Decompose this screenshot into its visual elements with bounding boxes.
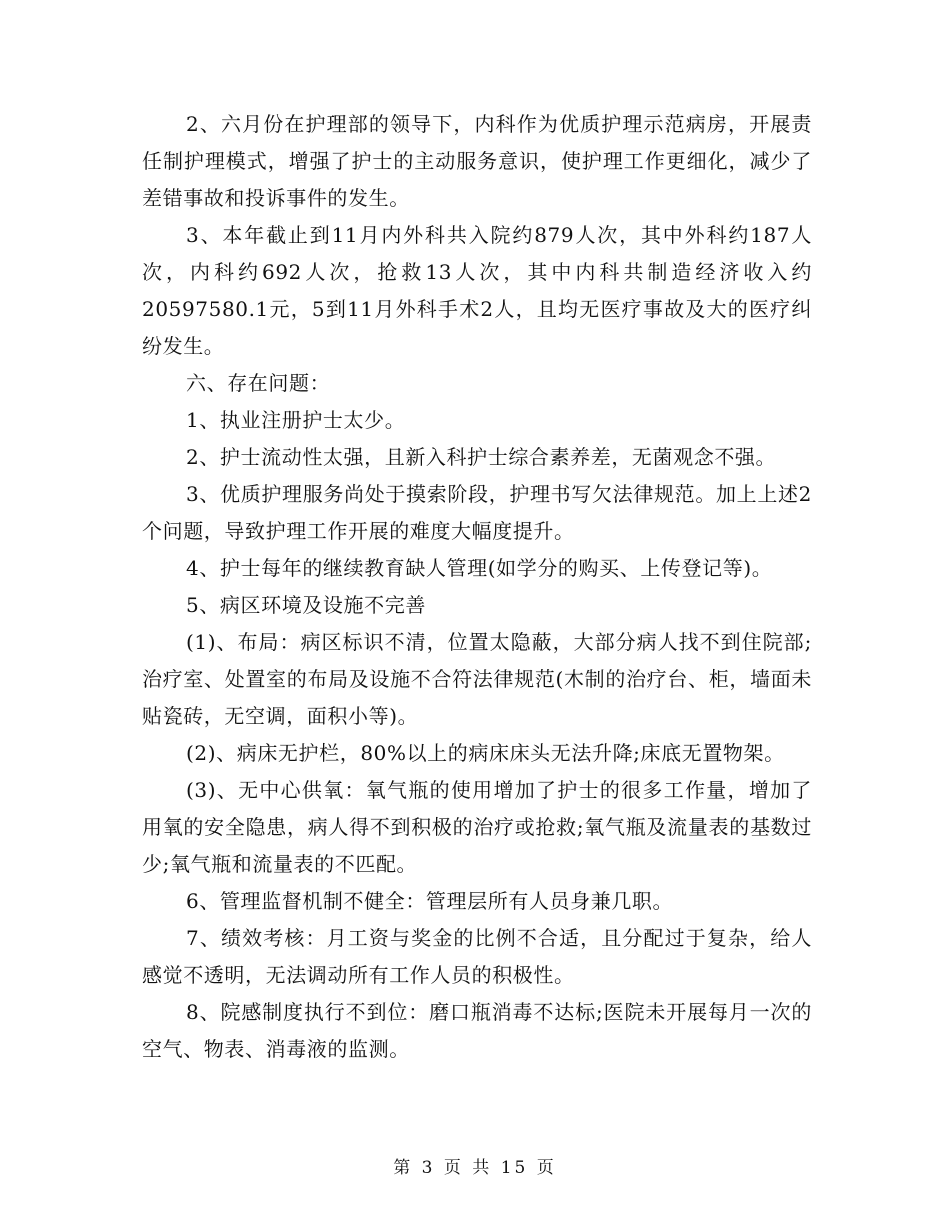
- section-heading-problems: 六、存在问题：: [186, 371, 331, 395]
- problem-item-4: 4、护士每年的继续教育缺人管理(如学分的购买、上传登记等)。: [186, 556, 773, 580]
- problem-item-3: 3、优质护理服务尚处于摸索阶段，护理书写欠法律规范。加上上述2个问题，导致护理工作开展的难度大幅度提升。: [142, 482, 812, 543]
- problem-item-6: 6、管理监督机制不健全：管理层所有人员身兼几职。: [186, 889, 674, 913]
- problem-item-2: 2、护士流动性太强，且新入科护士综合素养差，无菌观念不强。: [186, 445, 777, 469]
- problem-item-7: 7、绩效考核：月工资与奖金的比例不合适，且分配过于复杂，给人感觉不透明，无法调动所有工作人员的积极性。: [142, 926, 812, 987]
- page-number-footer: 第 3 页 共 15 页: [393, 1158, 557, 1178]
- problem-subitem-5-3: (3)、无中心供氧：氧气瓶的使用增加了护士的很多工作量，增加了用氧的安全隐患，病人得不到积极的治疗或抢救;氧气瓶及流量表的基数过少;氧气瓶和流量表的不匹配。: [142, 778, 812, 876]
- document-body: [142, 106, 812, 1068]
- paragraph-item-2-nursing-model: 2、六月份在护理部的领导下，内科作为优质护理示范病房，开展责任制护理模式，增强了护士的主动服务意识，使护理工作更细化，减少了差错事故和投诉事件的发生。: [142, 112, 812, 210]
- paragraph-item-3-admissions: 3、本年截止到11月内外科共入院约879人次，其中外科约187人次，内科约692人次，抢救13人次，其中内科共制造经济收入约20597580.1元，5到11月外科手术2人，且均无医疗事故及大的医疗纠纷发生。: [142, 223, 812, 358]
- problem-subitem-5-2: (2)、病床无护栏，80%以上的病床床头无法升降;床底无置物架。: [186, 741, 785, 765]
- problem-subitem-5-1: (1)、布局：病区标识不清，位置太隐蔽，大部分病人找不到住院部;治疗室、处置室的布局及设施不合符法律规范(木制的治疗台、柜，墙面未贴瓷砖，无空调，面积小等)。: [142, 630, 812, 728]
- problem-item-1: 1、执业注册护士太少。: [186, 408, 406, 432]
- problem-item-5: 5、病区环境及设施不完善: [186, 593, 426, 617]
- problem-item-8: 8、院感制度执行不到位：磨口瓶消毒不达标;医院未开展每月一次的空气、物表、消毒液的监测。: [142, 1000, 812, 1061]
